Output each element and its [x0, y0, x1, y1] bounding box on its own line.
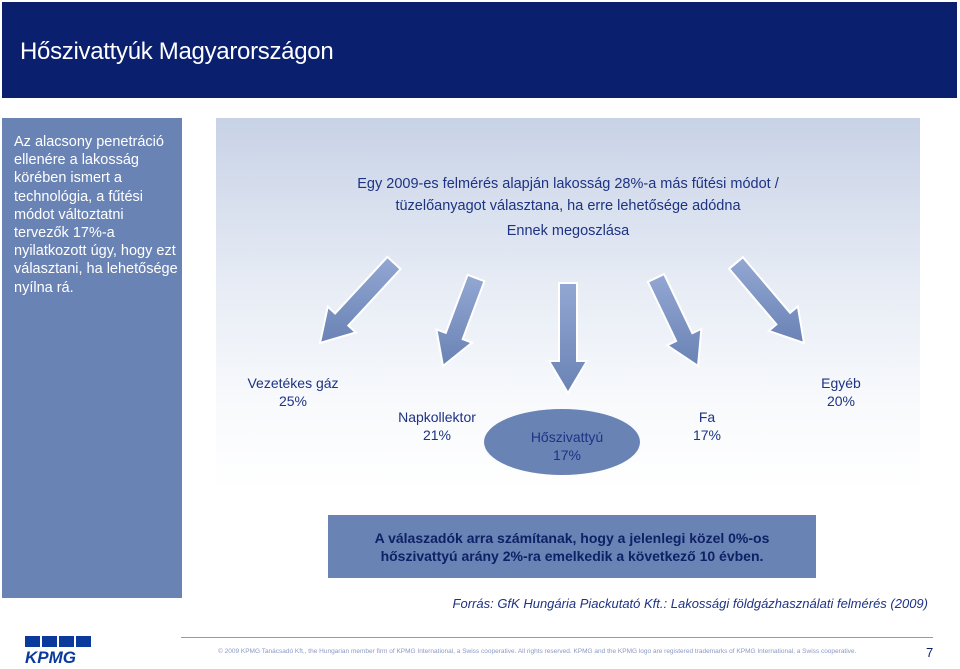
- page-title: Hőszivattyúk Magyarországon: [20, 38, 334, 65]
- category-value: 25%: [278, 393, 308, 409]
- category-label: Hőszivattyú: [530, 429, 604, 445]
- arrow-4: [648, 274, 702, 366]
- category-label: Napkollektor: [398, 409, 476, 425]
- arrow-5: [729, 257, 804, 343]
- category-label: Fa: [698, 409, 716, 425]
- category-solar-collector: [382, 408, 492, 444]
- forecast-note-line2: hőszivattyú arány 2%-ra emelkedik a következő 10 évben.: [380, 547, 764, 564]
- category-wood: [652, 408, 762, 444]
- page-number: 7: [926, 645, 934, 660]
- category-value: 17%: [552, 447, 582, 463]
- kpmg-logo-text: KPMG: [25, 648, 76, 664]
- category-heat-pump: [512, 428, 622, 464]
- category-gas: [238, 374, 348, 410]
- category-value: 21%: [422, 427, 452, 443]
- source-citation: Forrás: GfK Hungária Piackutató Kft.: Lakossági földgázhasználati felmérés (2009): [452, 596, 928, 611]
- category-value: 20%: [826, 393, 856, 409]
- arrow-2: [436, 275, 484, 366]
- title-bar: [2, 2, 957, 98]
- category-value: 17%: [692, 427, 722, 443]
- category-other: [786, 374, 896, 410]
- survey-panel: [216, 118, 920, 490]
- forecast-note: [328, 515, 816, 578]
- survey-subheading: Ennek megoszlása: [506, 223, 630, 239]
- footer-copyright: © 2009 KPMG Tanácsadó Kft., the Hungarian member firm of KPMG International, a Swiss cooperative. All rights reserved. KPMG and the KPMG logo are registered trademarks of KPMG International, a Swiss cooperative.: [218, 648, 857, 655]
- sidebar-text: Az alacsony penetráció ellenére a lakosság körében ismert a technológia, a fűtési módot változtatni tervezők 17%-a nyilatkozott úgy, hogy ezt választani, ha lehetősége nyílna rá.: [14, 134, 178, 296]
- kpmg-logo: [25, 636, 95, 669]
- category-label: Vezetékes gáz: [247, 375, 339, 391]
- arrow-1: [320, 257, 401, 343]
- arrow-3: [549, 283, 587, 393]
- footer-divider: [181, 637, 933, 638]
- survey-headline-line1: Egy 2009-es felmérés alapján lakosság 28%-a más fűtési módot /: [357, 176, 779, 192]
- forecast-note-line1: A válaszadók arra számítanak, hogy a jelenlegi közel 0%-os: [374, 529, 770, 546]
- category-label: Egyéb: [821, 375, 861, 391]
- sidebar-callout: [2, 118, 182, 598]
- survey-headline-line2: tüzelőanyagot választana, ha erre lehetősége adódna: [395, 198, 741, 214]
